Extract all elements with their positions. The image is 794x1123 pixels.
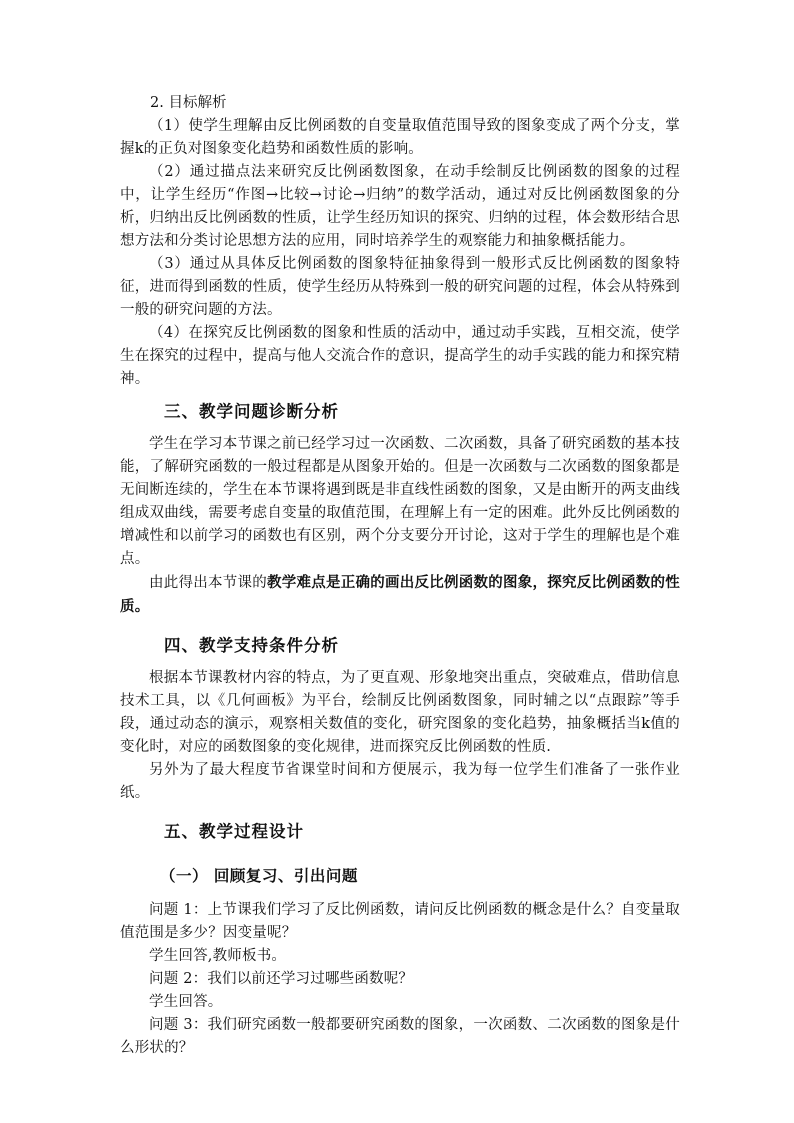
section-3-paragraph-2 (120, 571, 680, 619)
goal-item-4: （4）在探究反比例函数的图象和性质的活动中，通过动手实践，互相交流，使学生在探究的过程中，提高与他人交流合作的意识，提高学生的动手实践的能力和探究精神。 (120, 325, 680, 387)
section-4-paragraph-1: 根据本节课教材内容的特点，为了更直观、形象地突出重点，突破难点，借助信息技术工具，以《几何画板》为平台，绘制反比例函数图象，同时辅之以“点跟踪”等手段，通过动态的演示，观察相关数值的变化，研究图象的变化趋势，抽象概括当k值的变化时，对应的函数图象的变化规律，进而探究反比例函数的性质. (120, 670, 680, 755)
document-page (120, 92, 680, 1060)
subsection-1-title: （一） 回顾复习、引出问题 (160, 867, 358, 885)
section-3-title: 三、教学问题诊断分析 (164, 402, 339, 421)
question-3: 问题 3：我们研究函数一般都要研究函数的图象，一次函数、二次函数的图象是什么形状的？ (120, 1017, 680, 1056)
section-3-paragraph-1: 学生在学习本节课之前已经学习过一次函数、二次函数，具备了研究函数的基本技能，了解研究函数的一般过程都是从图象开始的。但是一次函数与二次函数的图象都是无间断连续的，学生在本节课将遇到既是非直线性函数的图象，又是由断开的两支曲线组成双曲线，需要考虑自变量的取值范围，在理解上有一定的困难。此外反比例函数的增减性和以前学习的函数也有区别，两个分支要分开讨论，这对于学生的理解也是个难点。 (120, 436, 680, 567)
goal-item-2: （2）通过描点法来研究反比例函数图象，在动手绘制反比例函数的图象的过程中，让学生经历“作图→比较→讨论→归纳”的数学活动，通过对反比例函数图象的分析，归纳出反比例函数的性质，让学生经历知识的探究、归纳的过程，体会数形结合思想方法和分类讨论思想方法的应用，同时培养学生的观察能力和抽象概括能力。 (120, 164, 680, 249)
section-3-paragraph-2-prefix: 由此得出本节课的 (149, 575, 268, 591)
student-answer-1: 学生回答,教师板书。 (149, 948, 287, 964)
goal-analysis-heading: 2. 目标解析 (150, 95, 227, 111)
goal-item-1: （1）使学生理解由反比例函数的自变量取值范围导致的图象变成了两个分支，掌握k的正负对图象变化趋势和函数性质的影响。 (120, 118, 680, 157)
student-answer-2: 学生回答。 (149, 994, 223, 1010)
teaching-difficulty-text: 教学难点是正确的画出反比例函数的图象，探究反比例函数的性质。 (120, 574, 680, 615)
section-5-title: 五、教学过程设计 (164, 822, 304, 841)
goal-item-3: （3）通过从具体反比例函数的图象特征抽象得到一般形式反比例函数的图象特征，进而得到函数的性质，使学生经历从特殊到一般的研究问题的过程，体会从特殊到一般的研究问题的方法。 (120, 256, 680, 318)
section-4-title: 四、教学支持条件分析 (164, 636, 339, 655)
section-4-paragraph-2: 另外为了最大程度节省课堂时间和方便展示，我为每一位学生们准备了一张作业纸。 (120, 762, 680, 801)
question-1: 问题 1：上节课我们学习了反比例函数，请问反比例函数的概念是什么？自变量取值范围是多少？因变量呢？ (120, 902, 680, 941)
question-2: 问题 2：我们以前还学习过哪些函数呢？ (149, 971, 414, 987)
